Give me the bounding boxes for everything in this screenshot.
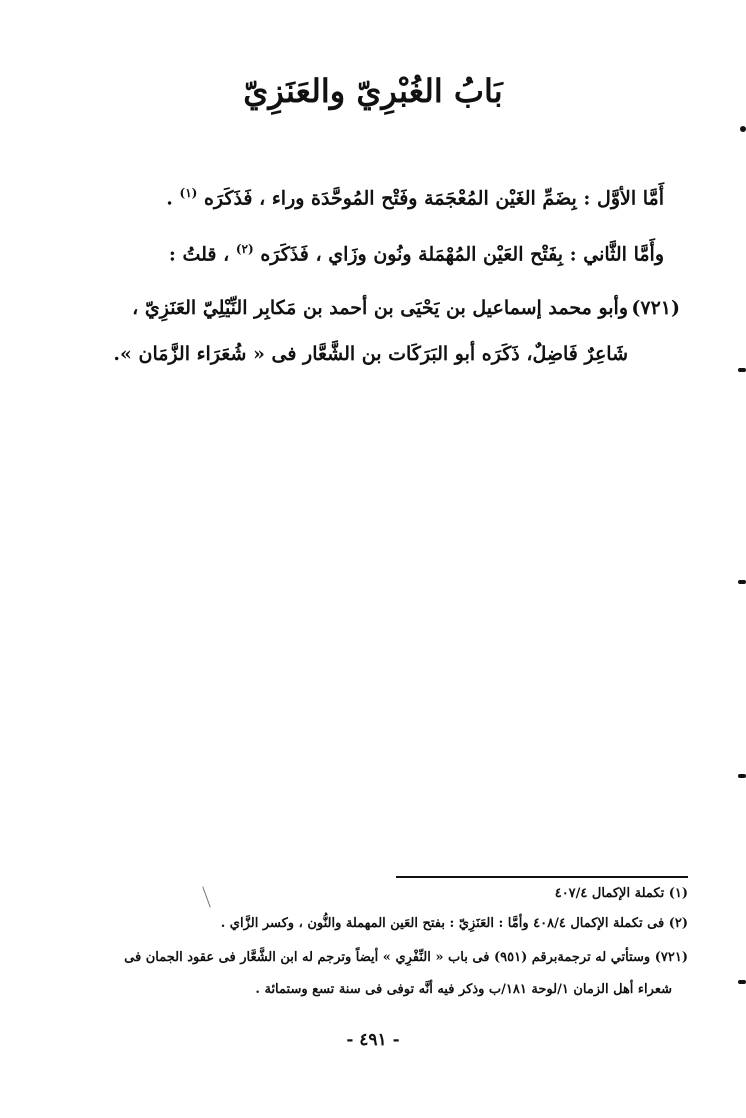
page-number: - ٤٩١ -	[346, 1030, 400, 1050]
footnote-entry-721-continued: شعراء أهل الزمان ١/لوحة ١٨١/ب وذكر فيه أنَّه توفى فى سنة تسع وستمائة .	[255, 982, 672, 997]
scan-edge-mark	[740, 126, 746, 132]
footnote-divider	[396, 876, 688, 878]
scan-edge-mark	[738, 580, 746, 584]
body-line-first-end: .	[166, 187, 173, 210]
scan-edge-mark	[738, 368, 746, 372]
footnote-ref-2: (٢)	[235, 242, 254, 256]
entry-line-second: شَاعِرٌ فَاضِلٌ، ذَكَرَه أبو البَرَكَات بن الشَّعَّار فى « شُعَرَاء الزَّمَان ».	[113, 343, 628, 365]
entry-number: (٧٢١)	[631, 297, 680, 319]
chapter-title: بَابُ الغُبْرِيّ والعَنَزِيّ	[243, 72, 503, 110]
footnote-entry-721: (٧٢١) وستأتي له ترجمةبرقم (٩٥١) فى باب « النِّفْرِي » أيضاً وترجم له ابن الشَّعَّار فى عقود الجمان فى	[124, 950, 688, 965]
footnote-ref-1: (١)	[179, 186, 198, 200]
body-line-second	[169, 242, 664, 265]
body-line-second-text: وأَمَّا الثَّاني : بِفَتْح العَيْن المُهْمَلة ونُون وزَاي ، فَذَكَرَه	[260, 243, 664, 266]
entry-line-first: وأبو محمد إسماعيل بن يَحْيَى بن أحمد بن مَكابِر النِّيْلِيّ العَنَزِيّ ،	[132, 297, 628, 319]
scan-edge-mark	[738, 774, 746, 778]
body-line-first-text: أَمَّا الأوَّل : بِضَمِّ الغَيْن المُعْجَمَة وفَتْح المُوحَّدَة وراء ، فَذَكَرَه	[203, 187, 664, 210]
footnote-2: (٢) فى تكملة الإكمال ٤٠٨/٤ وأمَّا : العَنَزِيّ : بفتح العَين المهملة والنُّون ، وكسر الزَّاي .	[220, 916, 688, 931]
scan-stray-mark	[202, 886, 210, 907]
body-line-second-end: ، قلتُ :	[168, 243, 230, 266]
scan-edge-mark	[738, 980, 746, 984]
body-line-first	[166, 186, 664, 209]
footnote-1: (١) تكملة الإكمال ٤٠٧/٤	[554, 886, 688, 901]
